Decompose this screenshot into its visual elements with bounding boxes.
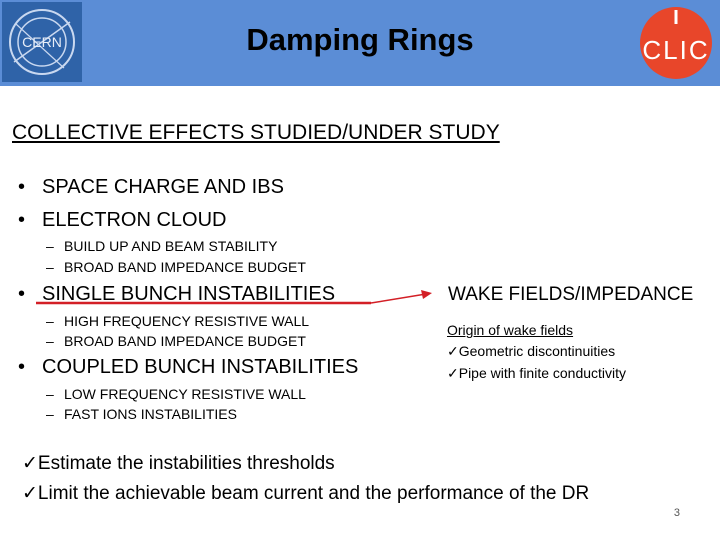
sub-item <box>46 386 306 402</box>
conclusion-text: Limit the achievable beam current and the performance of the DR <box>37 483 590 504</box>
dash-icon: – <box>46 259 54 275</box>
sub-item-text: FAST IONS INSTABILITIES <box>64 406 237 422</box>
conclusion-text: Estimate the instabilities thresholds <box>37 453 335 474</box>
dash-icon: – <box>46 238 54 254</box>
conclusion-item <box>22 482 589 505</box>
bullet-dot-icon: • <box>18 283 26 305</box>
section-heading: COLLECTIVE EFFECTS STUDIED/UNDER STUDY <box>12 121 500 144</box>
wake-fields-heading: WAKE FIELDS/IMPEDANCE <box>448 284 694 305</box>
bullet-text: ELECTRON CLOUD <box>42 209 227 231</box>
red-arrow <box>36 286 436 308</box>
sub-item <box>46 259 306 275</box>
bullet-dot-icon: • <box>18 356 26 378</box>
sub-item-text: HIGH FREQUENCY RESISTIVE WALL <box>64 313 310 329</box>
conclusion-item <box>22 452 335 475</box>
dash-icon: – <box>46 386 54 402</box>
checkmark-icon: ✓ <box>22 453 38 474</box>
origin-item <box>447 343 615 360</box>
dash-icon: – <box>46 313 54 329</box>
header-bar <box>0 0 720 86</box>
bullet-text: SINGLE BUNCH INSTABILITIES <box>42 283 336 305</box>
origin-label: Origin of wake fields <box>447 322 574 338</box>
bullet-coupled-bunch <box>18 356 358 379</box>
origin-item-text: Pipe with finite conductivity <box>458 365 627 381</box>
sub-item-text: LOW FREQUENCY RESISTIVE WALL <box>64 386 306 402</box>
checkmark-icon: ✓ <box>447 343 459 359</box>
bullet-text: SPACE CHARGE AND IBS <box>42 176 284 198</box>
bullet-dot-icon: • <box>18 176 26 198</box>
page-title: Damping Rings <box>246 22 474 57</box>
dash-icon: – <box>46 333 54 349</box>
bullet-text: COUPLED BUNCH INSTABILITIES <box>42 356 359 378</box>
clic-logo <box>637 4 715 82</box>
clic-logo-text: CLIC <box>642 35 710 65</box>
sub-item <box>46 333 306 349</box>
cern-logo-text: CERN <box>22 34 62 50</box>
checkmark-icon: ✓ <box>22 483 38 504</box>
sub-item-text: BROAD BAND IMPEDANCE BUDGET <box>64 259 306 275</box>
sub-item <box>46 313 309 329</box>
bullet-electron-cloud <box>18 209 226 232</box>
page-number: 3 <box>673 507 680 519</box>
sub-item-text: BROAD BAND IMPEDANCE BUDGET <box>64 333 306 349</box>
bullet-space-charge <box>18 176 284 199</box>
origin-item <box>447 365 626 382</box>
sub-item <box>46 406 237 422</box>
dash-icon: – <box>46 406 54 422</box>
sub-item <box>46 238 277 254</box>
checkmark-icon: ✓ <box>447 365 459 381</box>
bullet-dot-icon: • <box>18 209 26 231</box>
sub-item-text: BUILD UP AND BEAM STABILITY <box>64 238 278 254</box>
origin-item-text: Geometric discontinuities <box>458 343 616 359</box>
